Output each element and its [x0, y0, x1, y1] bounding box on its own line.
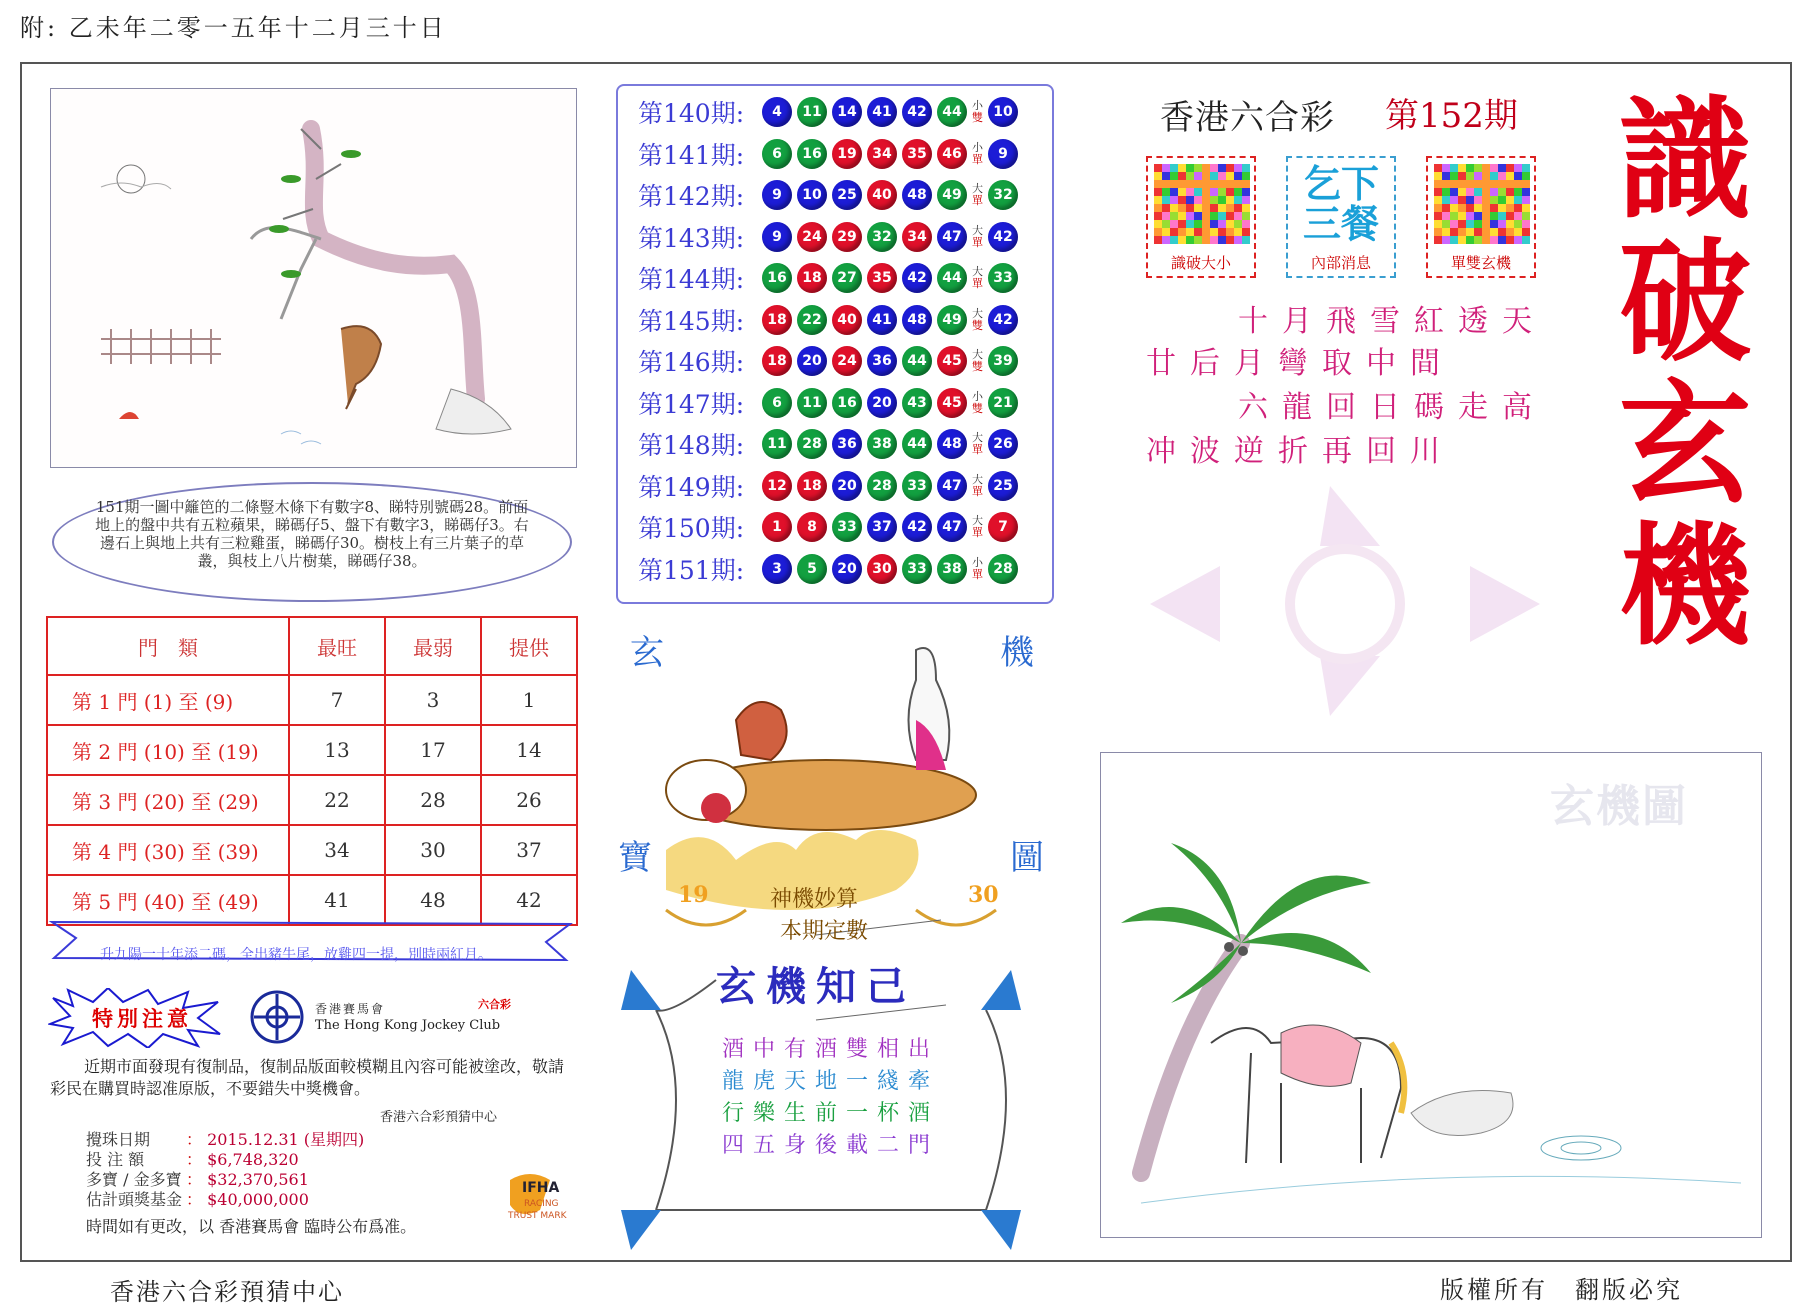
size-parity-mark: [972, 308, 983, 332]
result-row: [638, 136, 1023, 172]
shenji-label: 神機妙算: [770, 887, 859, 912]
number-ball: 20: [832, 471, 862, 501]
size-parity-char: 單: [972, 484, 983, 498]
number-ball: 18: [762, 346, 792, 376]
number-ball: 16: [832, 388, 862, 418]
tip-cell: 14: [481, 725, 577, 775]
draw-date: 2015.12.31 (星期四): [207, 1130, 365, 1149]
faded-compass-watermark: [1140, 476, 1580, 732]
number-ball: 48: [902, 305, 932, 335]
special-ball: 32: [988, 180, 1018, 210]
max-cell: 34: [289, 825, 385, 875]
result-row: [638, 509, 1023, 545]
verse-line-2: 龍虎天地一綫牽: [722, 1069, 940, 1094]
min-cell: 28: [385, 775, 481, 825]
multi-label: 多寶 / 金多寶: [86, 1170, 182, 1189]
mosaic-image: [1154, 164, 1248, 244]
hkjc-name-en: The Hong Kong Jockey Club: [315, 1018, 501, 1033]
size-parity-mark: [972, 266, 983, 290]
result-row: [638, 385, 1023, 421]
tile-big-text: 乞下三餐: [1302, 161, 1379, 246]
size-parity-char: 單: [972, 152, 983, 166]
size-parity-char: 大: [972, 431, 983, 444]
period-label: 第142期:: [638, 182, 745, 211]
left-number: 19: [678, 882, 709, 908]
number-ball: 19: [832, 139, 862, 169]
tile-odd-even: [1426, 156, 1536, 278]
hkjc-logo-icon: [250, 990, 304, 1044]
header-note: 附: 乙未年二零一五年十二月三十日: [20, 14, 447, 42]
number-ball: 20: [797, 346, 827, 376]
draw-note: 時間如有更改，以 香港賽馬會 臨時公布爲准。: [86, 1217, 417, 1236]
size-parity-mark: [972, 391, 983, 415]
tile-label: 內部消息: [1310, 254, 1371, 272]
number-ball: 44: [937, 263, 967, 293]
number-ball: 16: [762, 263, 792, 293]
result-row: [638, 94, 1023, 130]
size-parity-mark: [972, 349, 983, 373]
period-label: 第148期:: [638, 431, 745, 460]
number-ball: 42: [902, 97, 932, 127]
bet-label: 投 注 額: [86, 1150, 145, 1169]
table-row: [47, 675, 577, 725]
result-row: [638, 302, 1023, 338]
number-ball: 16: [797, 139, 827, 169]
number-ball: 36: [832, 429, 862, 459]
tile-inside-news: [1286, 156, 1396, 278]
verse-line-1: 酒中有酒雙相出: [722, 1037, 940, 1062]
period-label: 第144期:: [638, 265, 745, 294]
number-ball: 11: [762, 429, 792, 459]
size-parity-char: 小: [972, 99, 983, 112]
period-label: 第140期:: [638, 99, 745, 128]
col-header-min: 最弱: [385, 617, 481, 675]
max-cell: 7: [289, 675, 385, 725]
number-ball: 48: [902, 180, 932, 210]
number-ball: 43: [902, 388, 932, 418]
period-label: 第149期:: [638, 472, 745, 502]
tile-label: 單雙玄機: [1450, 254, 1511, 272]
period-label: 第145期:: [638, 306, 745, 336]
size-parity-char: 小: [972, 140, 983, 154]
tile-label: 識破大小: [1170, 254, 1231, 272]
size-parity-char: 大: [972, 182, 983, 195]
door-cell: 第 2 門 (10) 至 (19): [47, 725, 289, 775]
number-ball: 12: [762, 471, 792, 501]
number-ball: 40: [832, 305, 862, 335]
number-ball: 11: [797, 97, 827, 127]
verse-line-4: 四五身後載二門: [722, 1133, 940, 1158]
size-parity-mark: [972, 142, 983, 166]
number-ball: 6: [762, 388, 792, 418]
table-header-row: [47, 617, 577, 675]
door-cell: 第 4 門 (30) 至 (39): [47, 825, 289, 875]
number-ball: 34: [902, 222, 932, 252]
size-parity-mark: [972, 432, 983, 456]
special-ball: 26: [988, 429, 1018, 459]
period-label: 第146期:: [638, 348, 745, 377]
special-ball: 42: [988, 222, 1018, 252]
number-ball: 36: [867, 346, 897, 376]
table-row: [47, 825, 577, 875]
number-ball: 38: [867, 429, 897, 459]
corner-char-br: 圖: [1010, 838, 1044, 878]
number-ball: 24: [832, 346, 862, 376]
jackpot-amount: $40,000,000: [207, 1190, 309, 1209]
hkjc-name-cn: 香港賽馬會: [315, 1002, 386, 1016]
size-parity-char: 大: [972, 348, 983, 361]
riddle-picture: [50, 88, 577, 468]
verse-line-3: 行樂生前一杯酒: [722, 1101, 940, 1126]
size-parity-char: 雙: [972, 318, 983, 332]
number-ball: 22: [797, 305, 827, 335]
tip-cell: 1: [481, 675, 577, 725]
number-ball: 25: [832, 180, 862, 210]
col-header-door: 門 類: [47, 617, 289, 675]
number-ball: 47: [937, 222, 967, 252]
number-ball: 45: [937, 346, 967, 376]
size-parity-char: 小: [972, 555, 983, 569]
size-parity-mark: [972, 515, 983, 539]
issue-number: 第152期: [1385, 96, 1518, 136]
number-ball: 30: [867, 554, 897, 584]
mosaic-image: [1434, 164, 1528, 244]
size-parity-char: 單: [972, 235, 983, 249]
number-ball: 28: [867, 471, 897, 501]
big-title: 識破玄機: [1619, 83, 1751, 664]
number-ball: 20: [832, 554, 862, 584]
number-ball: 46: [937, 139, 967, 169]
period-label: 第151期:: [638, 555, 745, 585]
period-label: 第150期:: [638, 514, 745, 543]
results-panel: [616, 84, 1054, 604]
col-header-tip: 提供: [481, 617, 577, 675]
riddle-illustration: [51, 89, 576, 467]
size-parity-mark: [972, 557, 983, 581]
footer-right: 版權所有 翻版必究: [1440, 1276, 1683, 1304]
result-row: [638, 177, 1023, 213]
special-ball: 42: [988, 305, 1018, 335]
min-cell: 30: [385, 825, 481, 875]
size-parity-char: 大: [972, 472, 983, 486]
size-parity-char: 單: [972, 443, 983, 456]
number-ball: 33: [832, 512, 862, 542]
number-ball: 44: [937, 97, 967, 127]
size-parity-char: 小: [972, 389, 983, 403]
number-ball: 42: [902, 263, 932, 293]
poem-line-4: 冲波逆折再回川: [1146, 434, 1454, 469]
result-row: [638, 219, 1023, 255]
number-ball: 35: [902, 139, 932, 169]
special-ball: 21: [988, 388, 1018, 418]
special-ball: 33: [988, 263, 1018, 293]
result-row: [638, 426, 1023, 462]
number-ball: 47: [937, 471, 967, 501]
number-ball: 33: [902, 471, 932, 501]
benqi-label: 本期定數: [780, 919, 869, 944]
special-ball: 25: [988, 471, 1018, 501]
period-label: 第143期:: [638, 223, 745, 253]
size-parity-char: 單: [972, 194, 983, 207]
number-ball: 9: [762, 222, 792, 252]
notice-title: 特別注意: [92, 1006, 192, 1031]
mark-six-logo: 六合彩: [478, 998, 511, 1011]
footer-left: 香港六合彩預猜中心: [110, 1278, 344, 1306]
max-cell: 22: [289, 775, 385, 825]
size-parity-char: 大: [972, 223, 983, 237]
door-stats-table: [46, 616, 578, 926]
number-ball: 32: [867, 222, 897, 252]
number-ball: 34: [867, 139, 897, 169]
number-ball: 40: [867, 180, 897, 210]
result-row: [638, 468, 1023, 504]
number-ball: 38: [937, 554, 967, 584]
period-label: 第147期:: [638, 389, 745, 419]
special-ball: 10: [988, 97, 1018, 127]
number-ball: 27: [832, 263, 862, 293]
special-ball: 9: [988, 139, 1018, 169]
period-label: 第141期:: [638, 140, 745, 170]
size-parity-char: 單: [972, 526, 983, 539]
result-row: [638, 260, 1023, 296]
special-ball: 28: [988, 554, 1018, 584]
door-cell: 第 1 門 (1) 至 (9): [47, 675, 289, 725]
size-parity-mark: [972, 225, 983, 249]
size-parity-mark: [972, 474, 983, 498]
size-parity-char: 雙: [972, 360, 983, 373]
min-cell: 17: [385, 725, 481, 775]
size-parity-char: 單: [972, 567, 983, 581]
bet-amount: $6,748,320: [207, 1150, 299, 1169]
number-ball: 14: [832, 97, 862, 127]
size-parity-char: 單: [972, 277, 983, 290]
xuanji-watermark-label: 玄機圖: [1550, 781, 1688, 832]
number-ball: 47: [937, 512, 967, 542]
special-ball: 39: [988, 346, 1018, 376]
size-parity-char: 大: [972, 306, 983, 320]
size-parity-char: 雙: [972, 111, 983, 124]
tile-big-small: [1146, 156, 1256, 278]
number-ball: 48: [937, 429, 967, 459]
number-ball: 5: [797, 554, 827, 584]
svg-text:TRUST MARK: TRUST MARK: [508, 1211, 567, 1221]
min-cell: 48: [385, 875, 481, 925]
zhiji-title: 玄機知己: [716, 963, 916, 1010]
tip-cell: 37: [481, 825, 577, 875]
result-row: [638, 343, 1023, 379]
number-ball: 49: [937, 180, 967, 210]
special-ball: 7: [988, 512, 1018, 542]
col-header-max: 最旺: [289, 617, 385, 675]
number-ball: 4: [762, 97, 792, 127]
size-parity-mark: [972, 100, 983, 124]
number-ball: 9: [762, 180, 792, 210]
number-ball: 18: [797, 263, 827, 293]
number-ball: 24: [797, 222, 827, 252]
corner-char-tl: 玄: [630, 633, 664, 673]
door-cell: 第 5 門 (40) 至 (49): [47, 875, 289, 925]
number-ball: 49: [937, 305, 967, 335]
min-cell: 3: [385, 675, 481, 725]
size-parity-char: 雙: [972, 401, 983, 415]
poem-line-2: 廿后月彎取中間: [1146, 346, 1454, 381]
tip-cell: 42: [481, 875, 577, 925]
number-ball: 45: [937, 388, 967, 418]
number-ball: 18: [797, 471, 827, 501]
ifha-trust-mark-icon: [502, 1170, 582, 1230]
number-ball: 3: [762, 554, 792, 584]
copy-warning-text: 近期市面發現有復制品，復制品版面較模糊且內容可能被塗改，敬請彩民在購買時認准原版，不要錯失中獎機會。: [50, 1057, 565, 1098]
max-cell: 41: [289, 875, 385, 925]
number-ball: 33: [902, 554, 932, 584]
draw-date-label: 攪珠日期: [86, 1130, 151, 1149]
number-ball: 8: [797, 512, 827, 542]
number-ball: 11: [797, 388, 827, 418]
number-ball: 37: [867, 512, 897, 542]
door-cell: 第 3 門 (20) 至 (29): [47, 775, 289, 825]
result-row: [638, 551, 1023, 587]
ribbon-text: 升九陽一十年添二碼，全出豬牛尾，放雞四一提，別時兩紅月。: [100, 947, 492, 963]
corner-char-bl: 寶: [618, 838, 652, 878]
size-parity-char: 大: [972, 514, 983, 527]
number-ball: 44: [902, 346, 932, 376]
riddle-bubble: 151期一圖中籬笆的二條豎木條下有數字8、睇特別號碼28。前面地上的盤中共有五粒蘋果，睇碼仔5、盤下有數字3，睇碼仔3。右邊石上與地上共有三粒雞蛋，睇碼仔30。樹枝上有三片葉子的草叢，與枝上八片樹葉，睇碼仔38。: [52, 482, 572, 602]
number-ball: 29: [832, 222, 862, 252]
table-row: [47, 725, 577, 775]
right-number: 30: [968, 882, 999, 908]
corner-char-tr: 機: [1000, 633, 1034, 673]
issue-title: 香港六合彩: [1160, 98, 1335, 138]
number-ball: 6: [762, 139, 792, 169]
number-ball: 35: [867, 263, 897, 293]
tip-cell: 26: [481, 775, 577, 825]
jackpot-label: 估計頭獎基金: [86, 1190, 183, 1209]
size-parity-mark: [972, 183, 983, 207]
number-ball: 18: [762, 305, 792, 335]
number-ball: 42: [902, 512, 932, 542]
number-ball: 28: [797, 429, 827, 459]
draw-info: 攪珠日期 ： 2015.12.31 (星期四) 投 注 額 ： $6,748,320 多寶 / 金多寶 ： $32,370,561 估計頭獎基金 ： $40,000,000: [86, 1130, 365, 1209]
svg-text:IFHA: IFHA: [522, 1180, 560, 1196]
poem-line-3: 六龍回日碼走高: [1238, 390, 1546, 425]
max-cell: 13: [289, 725, 385, 775]
size-parity-char: 大: [972, 265, 983, 278]
table-row: [47, 775, 577, 825]
svg-text:RACING: RACING: [524, 1199, 559, 1209]
number-ball: 41: [867, 305, 897, 335]
number-ball: 1: [762, 512, 792, 542]
number-ball: 20: [867, 388, 897, 418]
poem-line-1: 十月飛雪紅透天: [1238, 304, 1546, 339]
multi-amount: $32,370,561: [207, 1170, 309, 1189]
number-ball: 44: [902, 429, 932, 459]
number-ball: 41: [867, 97, 897, 127]
copy-warning-signature: 香港六合彩預猜中心: [380, 1110, 498, 1125]
number-ball: 10: [797, 180, 827, 210]
